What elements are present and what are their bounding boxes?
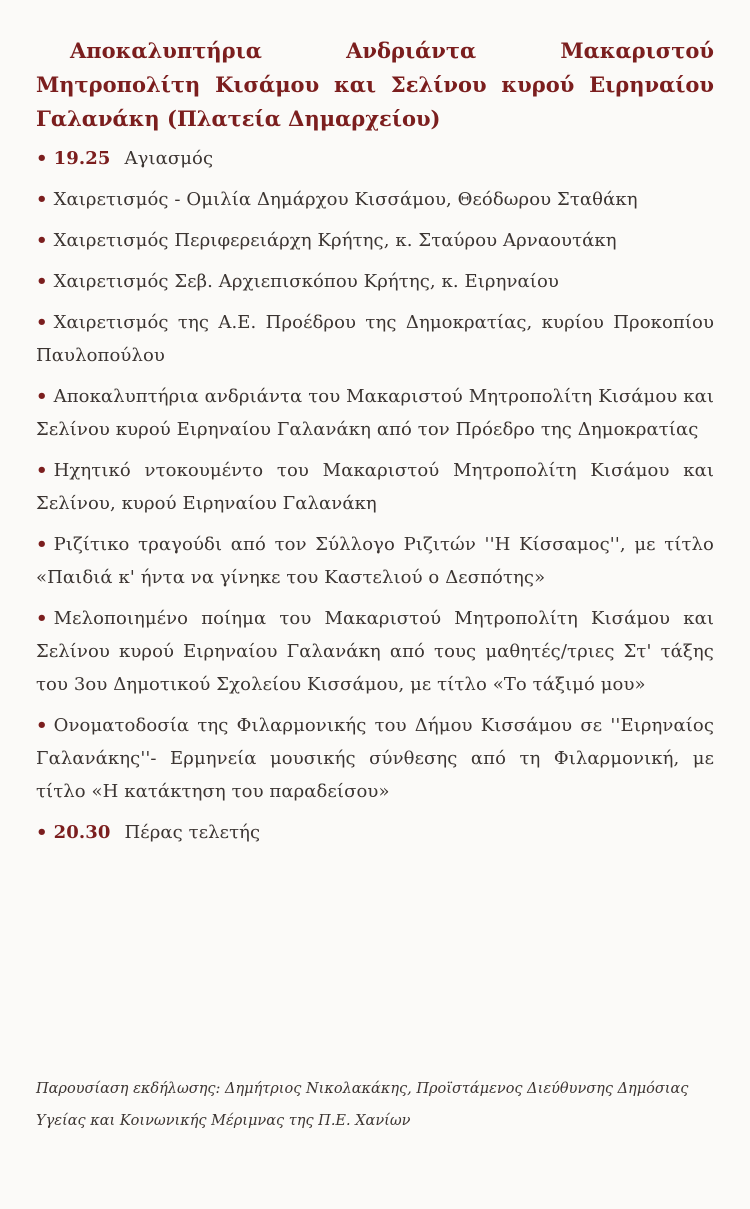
program-item-text: Ηχητικό ντοκουμέντο του Μακαριστού Μητροπολίτη Κισάμου και Σελίνου, κυρού Ειρηναίου Γαλανάκη bbox=[36, 460, 714, 514]
program-item-text: Ονοματοδοσία της Φιλαρμονικής του Δήμου Κισσάμου σε ''Ειρηναίος Γαλανάκης''- Ερμηνεία μουσικής σύνθεσης από τη Φιλαρμονική, με τίτλο «Η κατάκτηση του παραδείσου» bbox=[36, 715, 714, 802]
presenter-note: Παρουσίαση εκδήλωσης: Δημήτριος Νικολακάκης, Προϊστάμενος Διεύθυνσης Δημόσιας Υγείας και Κοινωνικής Μέριμνας της Π.Ε. Χανίων bbox=[36, 1081, 689, 1129]
program-item bbox=[36, 380, 714, 446]
program-item-text: Χαιρετισμός Περιφερειάρχη Κρήτης, κ. Σταύρου Αρναουτάκη bbox=[53, 230, 617, 251]
program-title: Αποκαλυπτήρια Ανδριάντα Μακαριστού Μητροπολίτη Κισάμου και Σελίνου κυρού Ειρηναίου Γαλανάκη (Πλατεία Δημαρχείου) bbox=[36, 38, 714, 131]
program-item bbox=[36, 265, 714, 298]
bullet-icon: • bbox=[36, 148, 48, 169]
program-item bbox=[36, 224, 714, 257]
bullet-icon: • bbox=[36, 460, 48, 481]
program-item-time: 19.25 bbox=[53, 148, 111, 169]
bullet-icon: • bbox=[36, 608, 48, 629]
bullet-icon: • bbox=[36, 715, 48, 736]
program-item bbox=[36, 142, 714, 175]
program-item-text: Αποκαλυπτήρια ανδριάντα του Μακαριστού Μητροπολίτη Κισάμου και Σελίνου κυρού Ειρηναίου Γαλανάκη από τον Πρόεδρο της Δημοκρατίας bbox=[36, 386, 714, 440]
program-item bbox=[36, 528, 714, 594]
bullet-icon: • bbox=[36, 534, 48, 555]
program-item bbox=[36, 183, 714, 216]
bullet-icon: • bbox=[36, 230, 48, 251]
program-item-text: Χαιρετισμός - Ομιλία Δημάρχου Κισσάμου, Θεόδωρου Σταθάκη bbox=[53, 189, 638, 210]
program-item-text: Χαιρετισμός Σεβ. Αρχιεπισκόπου Κρήτης, κ. Ειρηναίου bbox=[53, 271, 559, 292]
program-item-text: Ριζίτικο τραγούδι από τον Σύλλογο Ριζιτών ''Η Κίσσαμος'', με τίτλο «Παιδιά κ' ήντα να γίνηκε του Καστελιού ο Δεσπότης» bbox=[36, 534, 714, 588]
bullet-icon: • bbox=[36, 822, 48, 843]
program-item-text: Χαιρετισμός της Α.Ε. Προέδρου της Δημοκρατίας, κυρίου Προκοπίου Παυλοπούλου bbox=[36, 312, 714, 366]
program-item bbox=[36, 816, 714, 849]
program-item-text: Μελοποιημένο ποίημα του Μακαριστού Μητροπολίτη Κισάμου και Σελίνου κυρού Ειρηναίου Γαλανάκη από τους μαθητές/τριες Στ' τάξης του 3ου Δημοτικού Σχολείου Κισσάμου, με τίτλο «Το τάξιμό μου» bbox=[36, 608, 714, 695]
program-item-time: 20.30 bbox=[53, 822, 111, 843]
program-page bbox=[36, 34, 714, 857]
program-item bbox=[36, 306, 714, 372]
program-item-text: Πέρας τελετής bbox=[124, 822, 261, 843]
program-list bbox=[36, 142, 714, 849]
program-item bbox=[36, 709, 714, 808]
bullet-icon: • bbox=[36, 271, 48, 292]
program-item-text: Αγιασμός bbox=[124, 148, 214, 169]
program-item bbox=[36, 602, 714, 701]
bullet-icon: • bbox=[36, 312, 48, 333]
bullet-icon: • bbox=[36, 386, 48, 407]
bullet-icon: • bbox=[36, 189, 48, 210]
program-item bbox=[36, 454, 714, 520]
